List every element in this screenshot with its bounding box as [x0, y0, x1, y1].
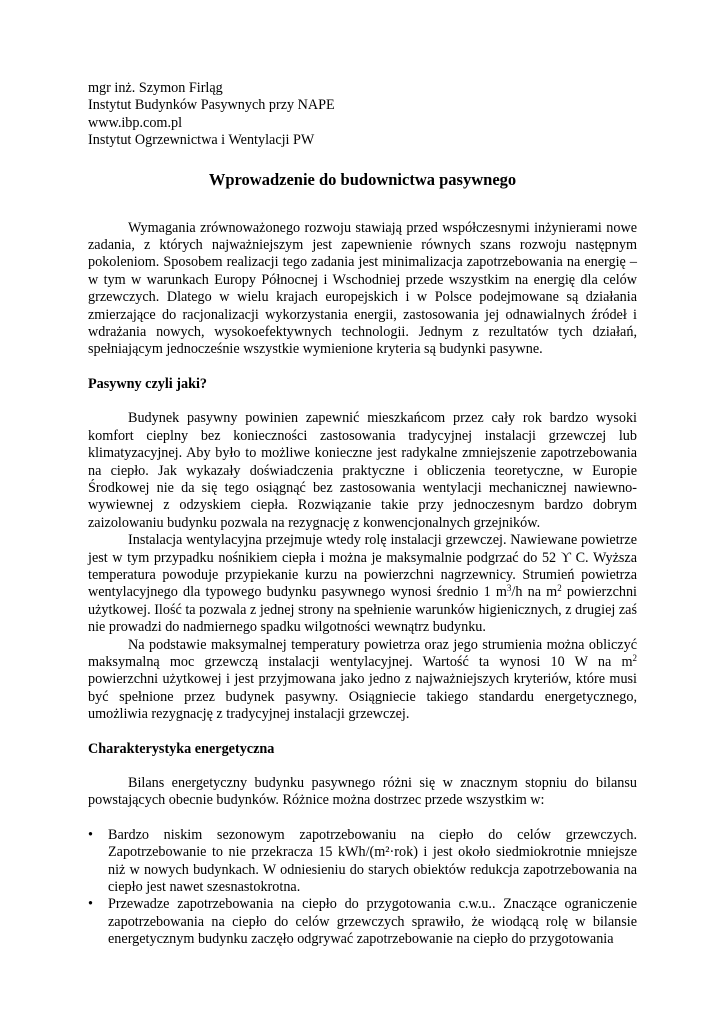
list-item: • Przewadze zapotrzebowania na ciepło do przygotowania c.w.u.. Znaczące ograniczenie zapotrzebowania na ciepło do celów grzewczych sprawiło, że wiodącą rolę w bilansie energetycznym budynku zaczęło odgrywać zapotrzebowanie na ciepło do przygotowania [88, 896, 637, 948]
section-heading-passive: Pasywny czyli jaki? [88, 375, 208, 392]
list-item: • Bardzo niskim sezonowym zapotrzebowaniu na ciepło do celów grzewczych. Zapotrzebowanie to nie przekracza 15 kWh/(m²·rok) i jest około siedmiokrotnie mniejsze niż w nowych budynkach. W odniesieniu do starych obiektów redukcja zapotrzebowania na ciepło jest nawet szesnastokrotna. [88, 826, 637, 896]
energy-bullet-list [88, 827, 637, 949]
intro-paragraph: Wymagania zrównoważonego rozwoju stawiają przed współczesnymi inżynierami nowe zadania, z których najważniejszym jest zapewnienie równych szans rozwoju następnym pokoleniom. Sposobem realizacji tego zadania jest minimalizacja zapotrzebowania na energię – w tym w warunkach Europy Północnej i Wschodniej przede wszystkim na energię dla celów grzewczych. Dlatego w wielu krajach europejskich i w Polsce podejmowane są działania zmierzające do racjonalizacji wykorzystania energii, zastosowania jej odnawialnych źródeł i wdrażania nowych, wysokoefektywnych technologii. Jednym z rezultatów tych działań, spełniającym jednocześnie wszystkie wymienione kryteria są budynki pasywne. [88, 219, 637, 358]
author-block [88, 80, 637, 150]
section1-paragraph-3: Na podstawie maksymalnej temperatury powietrza oraz jego strumienia można obliczyć maksymalną moc grzewczą instalacji wentylacyjnej. Wartość ta wynosi 10 W na $m^2$ powierzchni użytkowej i jest przyjmowana jako jedno z najważniejszych kryteriów, które musi być spełnione przez budynek pasywny. Osiągniecie takiego standardu energetycznego, umożliwia rezygnację z tradycyjnej instalacji grzewczej. [88, 636, 637, 723]
website-link[interactable]: www.ibp.com.pl [88, 114, 183, 131]
institute-name: Instytut Budynków Pasywnych przy NAPE [88, 97, 335, 114]
institute-name-secondary: Instytut Ogrzewnictwa i Wentylacji PW [88, 132, 315, 149]
section2-paragraph-1: Bilans energetyczny budynku pasywnego różni się w znacznym stopniu do bilansu powstających obecnie budynków. Różnice można dostrzec przede wszystkim w: [88, 775, 637, 809]
bullet-icon: • [88, 826, 93, 843]
bullet-icon: • [88, 896, 93, 913]
section1-paragraph-1: Budynek pasywny powinien zapewnić mieszkańcom przez cały rok bardzo wysoki komfort cieplny bez konieczności zastosowania tradycyjnej instalacji grzewczej lub klimatyzacyjnej. Aby było to możliwe konieczne jest radykalne zmniejszenie zapotrzebowania na ciepło. Jak wykazały doświadczenia praktyczne i obliczenia teoretyczne, w Europie Środkowej nie da się tego osiągnąć bez zastosowania wentylacji mechanicznej nawiewno-wywiewnej z odzyskiem ciepła. Rozwiązanie takie przy jednoczesnym bardzo dobrym zaizolowaniu budynku pozwala na rezygnację z konwencjonalnych grzejników. [88, 410, 637, 531]
section-heading-energy: Charakterystyka energetyczna [88, 740, 275, 757]
document-title: Wprowadzenie do budownictwa pasywnego [208, 169, 517, 189]
author-name: mgr inż. Szymon Firląg [88, 80, 223, 96]
section1-paragraph-2: Instalacja wentylacyjna przejmuje wtedy rolę instalacji grzewczej. Nawiewane powietrze jest w tym przypadku nośnikiem ciepła i można je maksymalnie podgrzać do 52 ϒ C. Wyższa temperatura powoduje przypiekanie kurzu na powierzchni nagrzewnicy. Strumień powietrza wentylacyjnego dla typowego budynku pasywnego wynosi średnio 1 $m^3/h$ na $m^2$ powierzchni użytkowej. Ilość ta pozwala z jednej strony na spełnienie warunków higienicznych, z drugiej zaś nie prowadzi do nadmiernego spadku wilgotności wewnątrz budynku. [88, 532, 637, 636]
